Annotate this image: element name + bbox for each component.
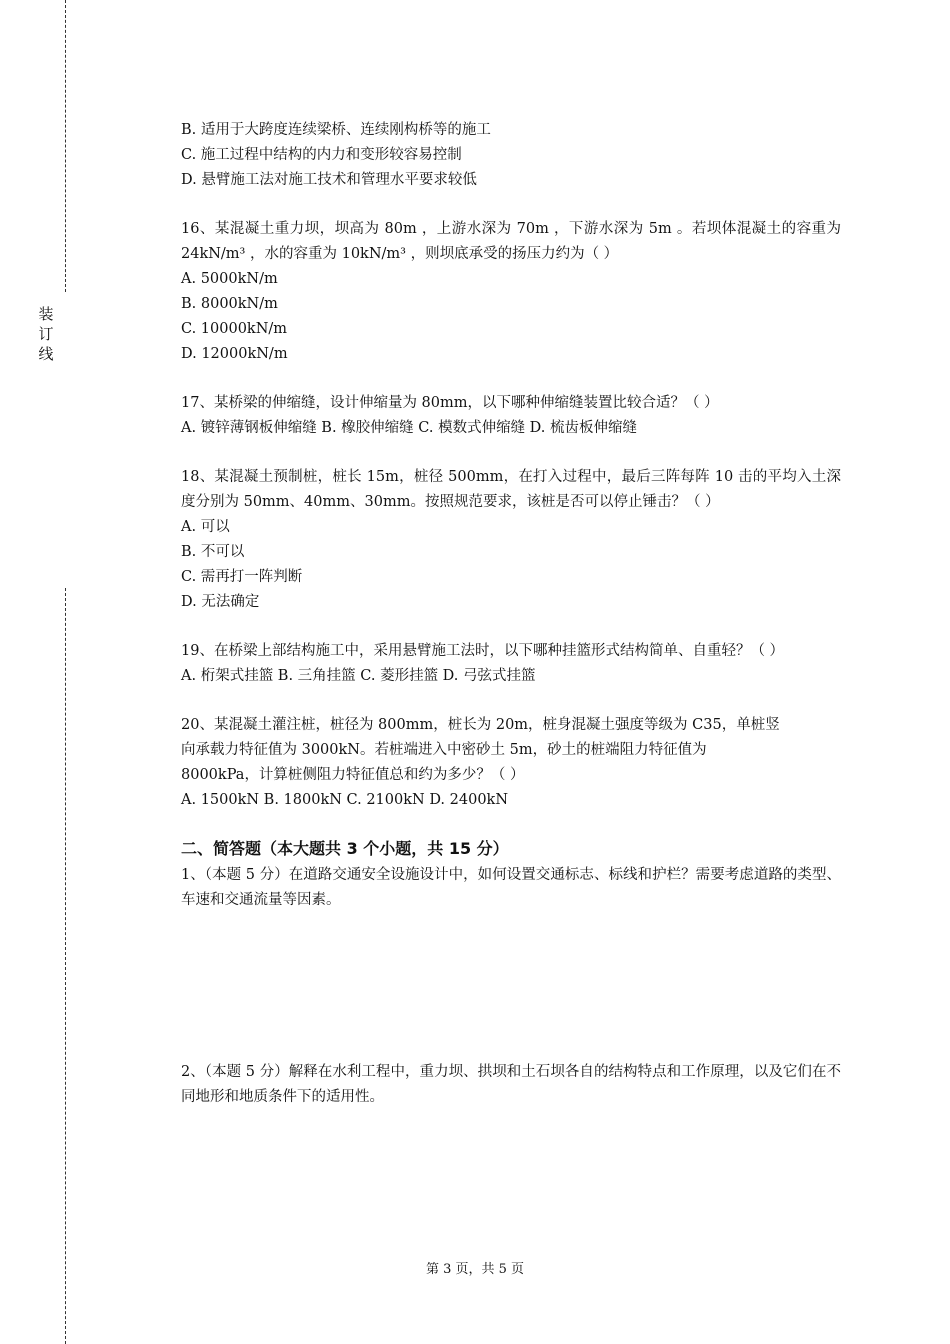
page-number: 第 3 页，共 5 页 <box>425 1262 525 1277</box>
binding-dashed-line-bottom <box>65 588 66 1344</box>
question-16 <box>181 217 841 367</box>
question-16-stem: 16、某混凝土重力坝，坝高为 80m ，上游水深为 70m ，下游水深为 5m 。若坝体混凝土的容重为 24kN/m³ ，水的容重为 10kN/m³ ，则坝底承受的扬压力约为（ ） <box>181 221 841 262</box>
binding-label <box>36 304 56 364</box>
short-answer-question-2: 2、（本题 5 分）解释在水利工程中，重力坝、拱坝和土石坝各自的结构特点和工作原理，以及它们在不同地形和地质条件下的适用性。 <box>181 1064 841 1105</box>
option-b: B. 8000kN/m <box>181 296 278 312</box>
question-19 <box>181 639 841 689</box>
binding-char: 线 <box>38 345 54 363</box>
question-18-stem: 18、某混凝土预制桩，桩长 15m，桩径 500mm，在打入过程中，最后三阵每阵 10 击的平均入土深度分别为 50mm、40mm、30mm。按照规范要求，该桩是否可以停止锤击？（ ） <box>181 469 841 510</box>
question-18 <box>181 465 841 615</box>
section-title: 二、简答题（本大题共 3 个小题，共 15 分） <box>181 839 509 858</box>
question-17-stem: 17、某桥梁的伸缩缝，设计伸缩量为 80mm，以下哪种伸缩缝装置比较合适？（ ） <box>181 395 719 411</box>
exam-content <box>181 118 841 1110</box>
option-c: C. 需再打一阵判断 <box>181 569 303 585</box>
binding-dashed-line-top <box>65 0 66 292</box>
option-d: D. 无法确定 <box>181 594 260 610</box>
question-19-stem: 19、在桥梁上部结构施工中，采用悬臂施工法时，以下哪种挂篮形式结构简单、自重轻？（ ） <box>181 643 785 659</box>
question-15-continued-options <box>181 118 841 193</box>
question-20-stem-line: 向承载力特征值为 3000kN。若桩端进入中密砂土 5m，砂土的桩端阻力特征值为 <box>181 742 707 758</box>
option-b: B. 不可以 <box>181 544 245 560</box>
question-17 <box>181 391 841 441</box>
option-b: B. 适用于大跨度连续梁桥、连续刚构桥等的施工 <box>181 122 491 138</box>
question-19-options: A. 桁架式挂篮 B. 三角挂篮 C. 菱形挂篮 D. 弓弦式挂篮 <box>181 668 536 684</box>
question-20 <box>181 713 841 813</box>
option-c: C. 施工过程中结构的内力和变形较容易控制 <box>181 147 462 163</box>
question-20-options: A. 1500kN B. 1800kN C. 2100kN D. 2400kN <box>181 792 509 808</box>
short-answer-question-1: 1、（本题 5 分）在道路交通安全设施设计中，如何设置交通标志、标线和护栏？需要考虑道路的类型、车速和交通流量等因素。 <box>181 867 841 908</box>
binding-char: 订 <box>38 325 54 343</box>
option-d: D. 12000kN/m <box>181 346 288 362</box>
option-d: D. 悬臂施工法对施工技术和管理水平要求较低 <box>181 172 477 188</box>
answer-space <box>181 913 841 1060</box>
question-17-options: A. 镀锌薄钢板伸缩缝 B. 橡胶伸缩缝 C. 模数式伸缩缝 D. 梳齿板伸缩缝 <box>181 420 638 436</box>
binding-char: 装 <box>38 305 54 323</box>
question-20-stem-line: 20、某混凝土灌注桩，桩径为 800mm，桩长为 20m，桩身混凝土强度等级为 C35，单桩竖 <box>181 717 780 733</box>
question-20-stem-line: 8000kPa，计算桩侧阻力特征值总和约为多少？（ ） <box>181 767 525 783</box>
option-c: C. 10000kN/m <box>181 321 288 337</box>
option-a: A. 可以 <box>181 519 230 535</box>
option-a: A. 5000kN/m <box>181 271 278 287</box>
